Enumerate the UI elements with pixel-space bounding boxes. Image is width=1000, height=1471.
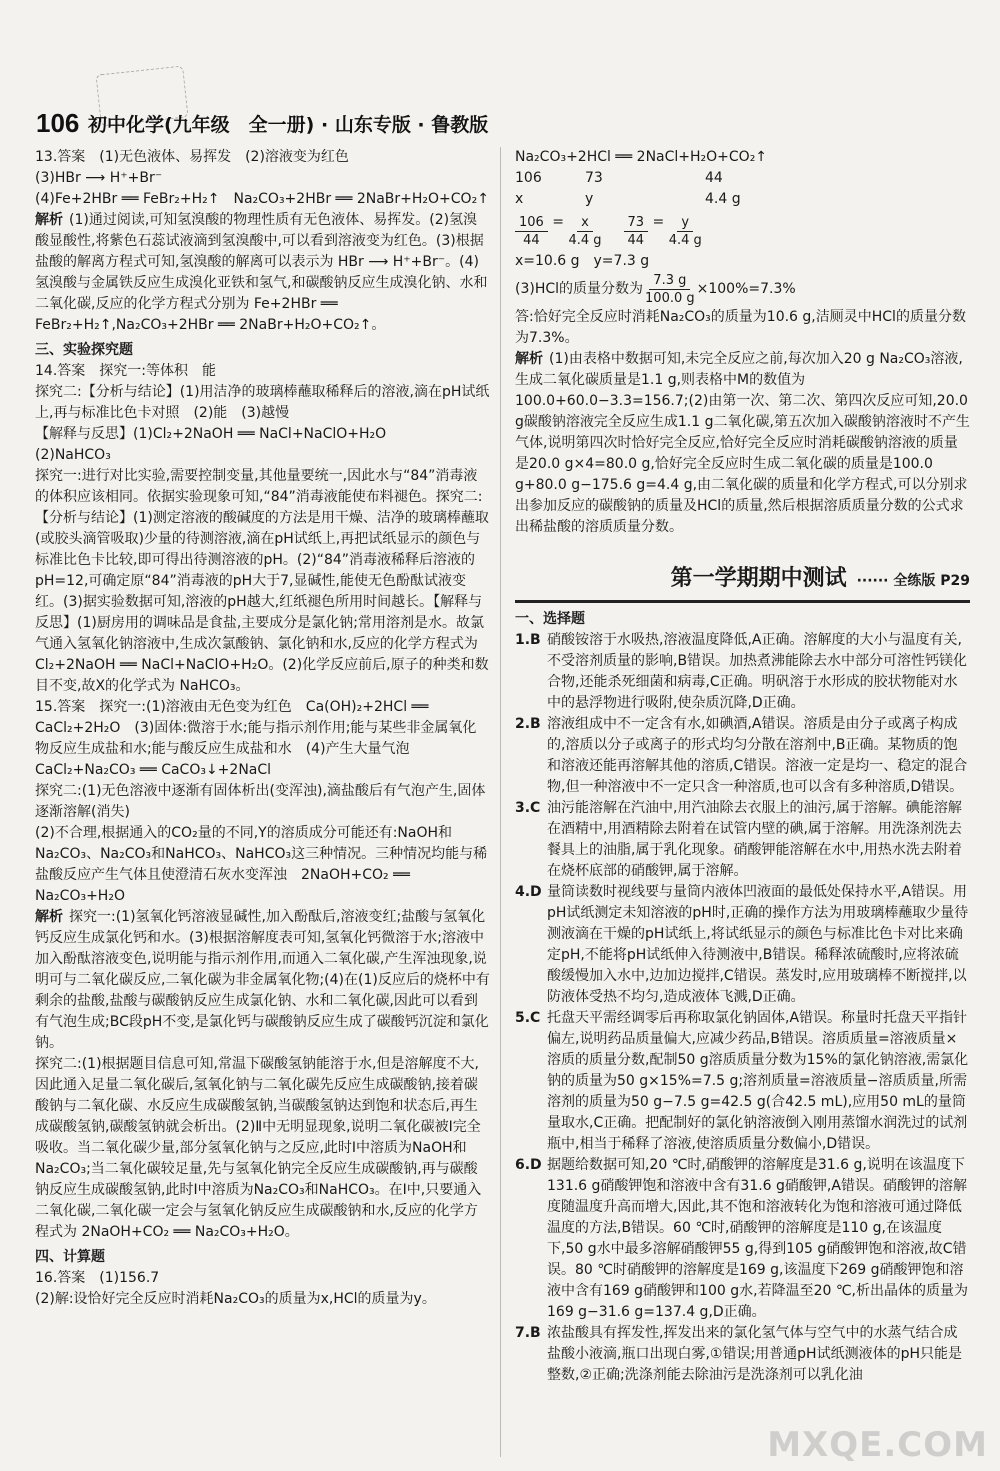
section-choice: 一、选择题 bbox=[515, 611, 585, 627]
q15-answer: 15.答案 探究一:(1)溶液由无色变为红色 Ca(OH)₂+2HCl ══ CaCl₂+2H₂O (3)固体:微溶于水;能与指示剂作用;能与某些非金属氧化物反应生成盐和水;能与酸反应生成盐和水 (4)产生大量气泡 CaCl₂+Na₂CO₃ ══ CaCO₃↓+2NaCl bbox=[35, 699, 477, 778]
section-experiment: 三、实验探究题 bbox=[35, 342, 133, 358]
choice-item: 4.D 量筒读数时视线要与量筒内液体凹液面的最低处保持水平,A错误。用pH试纸测定未知溶液的pH时,正确的操作方法为用玻璃棒蘸取少量待测液滴在干燥的pH试纸上,将试纸显示的颜色与标准比色卡对比来确定pH,不能将pH试纸伸入待测液中,B错误。稀释浓硫酸时,应将浓硫酸缓慢加入水中,边加边搅拌,C错误。蒸发时,应用玻璃棒不断搅拌,以防液体受热不均匀,造成液体飞溅,D正确。 bbox=[515, 884, 969, 1005]
choice-item: 3.C 油污能溶解在汽油中,用汽油除去衣服上的油污,属于溶解。碘能溶解在酒精中,用酒精除去附着在试管内壁的碘,属于溶解。用洗涤剂洗去餐具上的油脂,属于乳化现象。硝酸钾能溶解在水中,用热水洗去附着在烧杯底部的硝酸钾,属于溶解。 bbox=[515, 800, 962, 879]
q15-answer-2: 探究二:(1)无色溶液中逐渐有固体析出(变浑浊),滴盐酸后有气泡产生,固体逐渐溶解(消失) bbox=[35, 783, 486, 820]
q15-answer-3: (2)不合理,根据通入的CO₂量的不同,Y的溶质成分可能还有:NaOH和Na₂CO₃、Na₂CO₃和NaHCO₃、NaHCO₃这三种情况。三种情况均能与稀盐酸反应产生气体且使澄清石灰水变浑浊 2NaOH+CO₂ ══ Na₂CO₃+H₂O bbox=[35, 825, 488, 904]
chemical-equation: Na₂CO₃+2HCl ══ 2NaCl+H₂O+CO₂↑ bbox=[515, 149, 768, 165]
choice-item: 6.D 据题给数据可知,20 ℃时,硝酸钾的溶解度是31.6 g,说明在该温度下131.6 g硝酸钾饱和溶液中含有31.6 g硝酸钾,A错误。硝酸钾的溶解度随温度升高而增大,因此,其不饱和溶液转化为饱和溶液可通过降低温度的方法,B错误。60 ℃时,硝酸钾的溶解度是110 g,在该温度下,50 g水中最多溶解硝酸钾55 g,得到105 g硝酸钾饱和溶液,故C错误。80 ℃时硝酸钾的溶解度是169 g,该温度下269 g硝酸钾饱和溶液中含有169 g硝酸钾和100 g水,若降温至20 ℃,析出晶体的质量为169 g−31.6 g=137.4 g,D正确。 bbox=[515, 1157, 969, 1320]
q13-explanation: 解析 (1)通过阅读,可知氢溴酸的物理性质有无色液体、易挥发。(2)氢溴酸显酸性,将紫色石蕊试液滴到氢溴酸中,可以看到溶液变为红色。(3)根据盐酸的解离方程式可知,氢溴酸的解离可以表示为 HBr ⟶ H⁺+Br⁻。(4)氢溴酸与金属铁反应生成溴化亚铁和氢气,和碳酸钠反应生成溴化钠、水和二氧化碳,反应的化学方程式分别为 Fe+2HBr ══ FeBr₂+H₂↑,Na₂CO₃+2HBr ══ 2NaBr+H₂O+CO₂↑。 bbox=[35, 212, 488, 333]
q14-explanation: 探究一:进行对比实验,需要控制变量,其他量要统一,因此水与“84”消毒液的体积应该相同。依据实验现象可知,“84”消毒液能使布料褪色。探究二:【分析与结论】(1)测定溶液的酸碱度的方法是用干燥、洁净的玻璃棒蘸取(或胶头滴管吸取)少量的待测溶液,滴在pH试纸上,再把试纸显示的颜色与标准比色卡比较,即可得出待测溶液的pH。(2)“84”消毒液稀释后溶液的pH=12,可确定原“84”消毒液的pH大于7,显碱性,能使无色酚酞试液变红。(3)据实验数据可知,溶液的pH越大,红纸褪色所用时间越长。【解释与反思】(1)厨房用的调味品是食盐,主要成分是氯化钠;常用溶剂是水。故氯气通入氢氧化钠溶液中,生成次氯酸钠、氯化钠和水,反应的化学方程式为 Cl₂+2NaOH ══ NaCl+NaClO+H₂O。(2)化学反应前后,原子的种类和数目不变,故X的化学式为 NaHCO₃。 bbox=[35, 468, 489, 694]
section-calculation: 四、计算题 bbox=[35, 1249, 105, 1265]
variable-row: x y 4.4 g bbox=[515, 191, 741, 207]
q14-answer: 14.答案 探究一:等体积 能 bbox=[35, 363, 216, 379]
left-column bbox=[35, 147, 490, 1310]
q14-answer-2: 探究二:【分析与结论】(1)用洁净的玻璃棒蘸取稀释后的溶液,滴在pH试纸上,再与标准比色卡对照 (2)能 (3)越慢 bbox=[35, 384, 490, 421]
column-divider bbox=[500, 147, 501, 1457]
choice-item: 1.B 硝酸铵溶于水吸热,溶液温度降低,A正确。溶解度的大小与温度有关,不受溶剂质量的影响,B错误。加热煮沸能除去水中部分可溶性钙镁化合物,还能杀死细菌和病毒,C正确。明矾溶于水形成的胶状物能对水中的悬浮物进行吸附,使杂质沉降,D正确。 bbox=[515, 632, 968, 711]
q13-answer-4: (4)Fe+2HBr ══ FeBr₂+H₂↑ Na₂CO₃+2HBr ══ 2NaBr+H₂O+CO₂↑ bbox=[35, 191, 489, 207]
q15-explanation-2: 探究二:(1)根据题目信息可知,常温下碳酸氢钠能溶于水,但是溶解度不大,因此通入足量二氧化碳后,氢氧化钠与二氧化碳先反应生成碳酸钠,接着碳酸钠与二氧化碳、水反应生成碳酸氢钠,当碳酸氢钠达到饱和状态后,再生成碳酸氢钠,碳酸氢钠就会析出。(2)Ⅱ中无明显现象,说明二氧化碳被Ⅰ完全吸收。当二氧化碳少量,部分氢氧化钠与之反应,此时Ⅰ中溶质为NaOH和Na₂CO₃;当二氧化碳较足量,先与氢氧化钠完全反应生成碳酸钠,再与碳酸钠反应生成碳酸氢钠,此时Ⅰ中溶质为Na₂CO₃和NaHCO₃。在Ⅰ中,只要通入二氧化碳,二氧化碳一定会与氢氧化钠反应生成碳酸钠和水,反应的化学方程式为 2NaOH+CO₂ ══ Na₂CO₃+H₂O。 bbox=[35, 1056, 482, 1240]
q14-answer-3: 【解释与反思】(1)Cl₂+2NaOH ══ NaCl+NaClO+H₂O bbox=[35, 426, 387, 442]
q14-answer-4: (2)NaHCO₃ bbox=[35, 447, 111, 463]
exam-page-ref: ······ 全练版 P29 bbox=[856, 573, 970, 589]
proportion-equations: $\frac{106}{44}$ = $\frac{x}{4.4 g}$ $\frac{73}{44}$ = $\frac{y}{4.4 g}$ bbox=[515, 212, 970, 249]
site-watermark: MXQE.COM bbox=[767, 1425, 988, 1465]
solution-values: x=10.6 g y=7.3 g bbox=[515, 253, 650, 269]
page-number: 106 bbox=[36, 108, 80, 138]
exam-section-title: 第一学期期中测试 ······ 全练版 P29 bbox=[670, 566, 970, 591]
exam-title-rule bbox=[515, 600, 970, 603]
q13-answer: 13.答案 (1)无色液体、易挥发 (2)溶液变为红色 bbox=[35, 149, 349, 165]
choice-item: 2.B 溶液组成中不一定含有水,如碘酒,A错误。溶质是由分子或离子构成的,溶质以分子或离子的形式均匀分散在溶剂中,B正确。某物质的饱和溶液还能再溶解其他的溶质,C错误。溶液一定是均一、稳定的混合物,但一种溶液中不一定只含一种溶质,也可以含有多种溶质,D错误。 bbox=[515, 716, 968, 795]
choice-item: 7.B 浓盐酸具有挥发性,挥发出来的氯化氢气体与空气中的水蒸气结合成盐酸小液滴,瓶口出现白雾,①错误;用普通pH试纸测液体的pH只能是整数,②正确;洗涤剂能去除油污是洗涤剂可以乳化油 bbox=[515, 1325, 962, 1383]
choice-item: 5.C 托盘天平需经调零后再称取氯化钠固体,A错误。称量时托盘天平指针偏左,说明药品质量偏大,应减少药品,B错误。溶质质量=溶液质量×溶质的质量分数,配制50 g溶质质量分数为15%的氯化钠溶液,需氯化钠的质量为50 g×15%=7.5 g;溶剂质量=溶液质量−溶质质量,所需溶剂的质量为50 g−7.5 g=42.5 g(合42.5 mL),应用50 mL的量筒量取水,C正确。把配制好的氯化钠溶液倒入刚用蒸馏水润洗过的试剂瓶中,相当于稀释了溶液,使溶质质量分数偏小,D错误。 bbox=[515, 1010, 969, 1152]
q16-answer: 16.答案 (1)156.7 bbox=[35, 1270, 160, 1286]
q16-part3: (3)HCl的质量分数为 $\frac{7.3 g}{100.0 g}$ ×100%=7.3% bbox=[515, 273, 796, 306]
q16-explanation: 解析 (1)由表格中数据可知,未完全反应之前,每次加入20 g Na₂CO₃溶液,生成二氧化碳质量是1.1 g,则表格中M的数值为100.0+60.0−3.3=156.7;(2)由第一次、第二次、第四次反应可知,20.0 g碳酸钠溶液完全反应生成1.1 g二氧化碳,第五次加入碳酸钠溶液时不产生气体,说明第四次时恰好完全反应,恰好完全反应时消耗碳酸钠溶液的质量是20.0 g×4=80.0 g,恰好完全反应时生成二氧化碳的质量是100.0 g+80.0 g−175.6 g=4.4 g,由二氧化碳的质量和化学方程式,可以分别求出参加反应的碳酸钠的质量及HCl的质量,然后根据溶质质量分数的公式求出稀盐酸的溶质质量分数。 bbox=[515, 351, 970, 535]
mass-row: 106 73 44 bbox=[515, 170, 723, 186]
book-title: 初中化学(九年级 全一册) · 山东专版 · 鲁教版 bbox=[88, 114, 489, 136]
q16-conclusion: 答:恰好完全反应时消耗Na₂CO₃的质量为10.6 g,洁厕灵中HCl的质量分数为7.3%。 bbox=[515, 309, 966, 346]
q16-answer-2: (2)解:设恰好完全反应时消耗Na₂CO₃的质量为x,HCl的质量为y。 bbox=[35, 1291, 436, 1307]
right-column bbox=[515, 147, 970, 1386]
q13-answer-3: (3)HBr ⟶ H⁺+Br⁻ bbox=[35, 170, 163, 186]
q15-explanation-1: 解析 探究一:(1)氢氧化钙溶液显碱性,加入酚酞后,溶液变红;盐酸与氢氧化钙反应生成氯化钙和水。(3)根据溶解度表可知,氢氧化钙微溶于水;溶液中加入酚酞溶液变色,说明能与指示剂作用,而通入二氧化碳,产生浑浊现象,说明可与二氧化碳反应,二氧化碳为非金属氧化物;(4)在(1)反应后的烧杯中有剩余的盐酸,盐酸与碳酸钠反应生成氯化钠、水和二氧化碳,因此可以看到有气泡生成;BC段pH不变,是氯化钙与碳酸钠反应生成了碳酸钙沉淀和氯化钠。 bbox=[35, 909, 490, 1051]
page-header bbox=[26, 100, 976, 140]
